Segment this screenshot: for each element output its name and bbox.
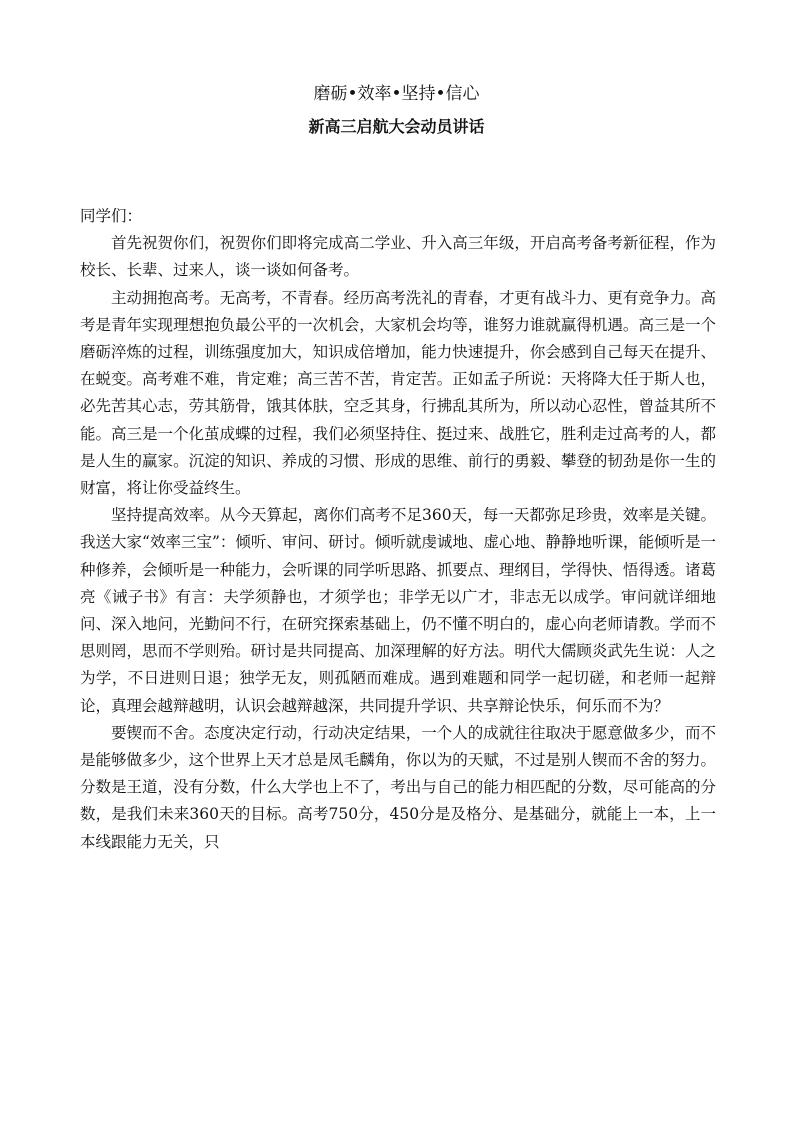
- paragraph-efficiency: 坚持提高效率。从今天算起，离你们高考不足360天，每一天都弥足珍贵，效率是关键。我送大家“效率三宝”：倾听、审问、研讨。倾听就虔诚地、虚心地、静静地听课，能倾听是一种修养，会倾听是一种能力，会听课的同学听思路、抓要点、理纲目，学得快、悟得透。诸葛亮《诫子书》有言：夫学须静也，才须学也；非学无以广才，非志无以成学。审问就详细地问、深入地问，光勤问不行，在研究探索基础上，仍不懂不明白的，虚心向老师请教。学而不思则罔，思而不学则殆。研讨是共同提高、加深理解的好方法。明代大儒顾炎武先生说：人之为学，不日进则日退；独学无友，则孤陋而难成。遇到难题和同学一起切磋，和老师一起辩论，真理会越辩越明，认识会越辩越深，共同提升学识、共享辩论快乐，何乐而不为？: [80, 506, 716, 715]
- paragraph-perseverance: 要锲而不舍。态度决定行动，行动决定结果，一个人的成就往往取决于愿意做多少，而不是能够做多少，这个世界上天才总是凤毛麟角，你以为的天赋，不过是别人锲而不舍的努力。分数是王道，没有分数，什么大学也上不了，考出与自己的能力相匹配的分数，尽可能高的分数，是我们未来360天的目标。高考750分，450分是及格分、是基础分，就能上一本，上一本线跟能力无关，只: [80, 723, 716, 851]
- page-title: 磨砺•效率•坚持•信心: [313, 84, 480, 104]
- salutation: 同学们：: [80, 207, 143, 225]
- paragraph-opening: 首先祝贺你们，祝贺你们即将完成高二学业、升入高三年级，开启高考备考新征程，作为校长、长辈、过来人，谈一谈如何备考。: [80, 234, 716, 280]
- page-subtitle: 新高三启航大会动员讲话: [308, 117, 485, 136]
- paragraph-embrace-exam: 主动拥抱高考。无高考，不青春。经历高考洗礼的青春，才更有战斗力、更有竞争力。高考是青年实现理想抱负最公平的一次机会，大家机会均等，谁努力谁就赢得机遇。高三是一个磨砺淬炼的过程，训练强度加大，知识成倍增加，能力快速提升，你会感到自己每天在提升、在蜕变。高考难不难，肯定难；高三苦不苦，肯定苦。正如孟子所说：天将降大任于斯人也，必先苦其心志，劳其筋骨，饿其体肤，空乏其身，行拂乱其所为，所以动心忍性，曾益其所不能。高三是一个化茧成蝶的过程，我们必须坚持住、挺过来、战胜它，胜利走过高考的人，都是人生的赢家。沉淀的知识、养成的习惯、形成的思维、前行的勇毅、攀登的韧劲是你一生的财富，将让你受益终生。: [80, 288, 716, 498]
- speech-body: [80, 203, 716, 856]
